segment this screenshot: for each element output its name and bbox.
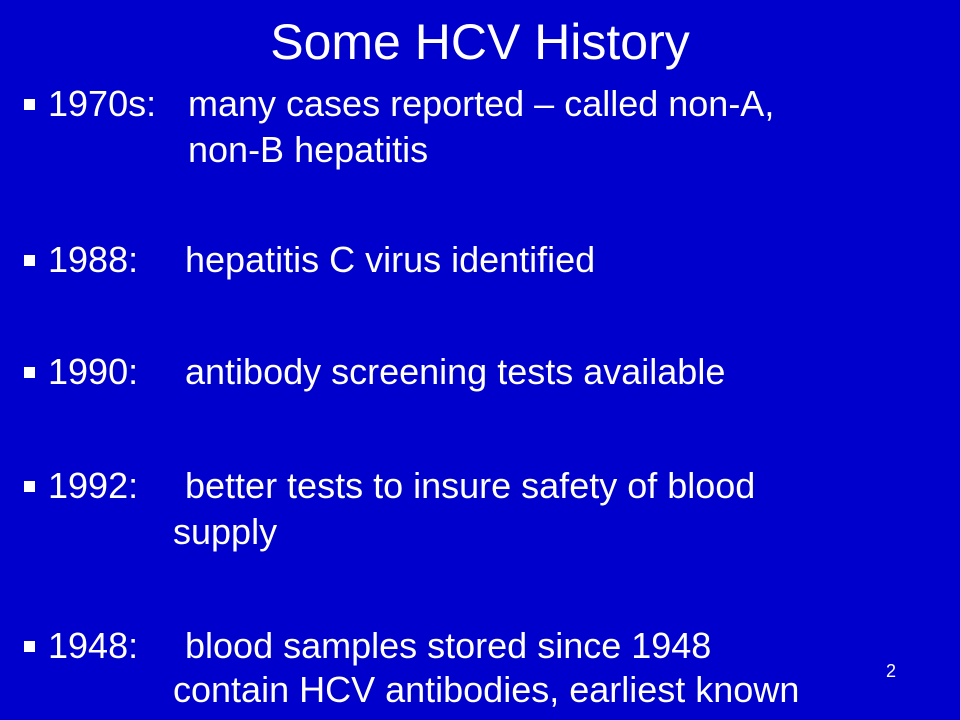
bullet-year: 1988:	[48, 239, 139, 280]
bullet-item	[0, 350, 960, 410]
bullet-year: 1992:	[48, 465, 139, 506]
bullet-text-line: hepatitis C virus identified	[185, 239, 596, 280]
bullet-item	[0, 238, 960, 298]
bullet-square-icon	[24, 255, 35, 266]
bullet-year: 1990:	[48, 351, 139, 392]
page-number: 2	[886, 661, 897, 681]
bullet-item	[0, 464, 960, 552]
bullet-year: 1970s:	[48, 83, 157, 124]
bullet-text-line: non-B hepatitis	[188, 129, 429, 170]
bullet-text-line: contain HCV antibodies, earliest known	[173, 669, 800, 710]
bullet-square-icon	[24, 367, 35, 378]
bullet-text-line: blood samples stored since 1948	[185, 625, 712, 666]
bullet-text-line: many cases reported – called non-A,	[188, 83, 775, 124]
bullet-text-line: antibody screening tests available	[185, 351, 726, 392]
bullet-square-icon	[24, 481, 35, 492]
bullet-square-icon	[24, 641, 35, 652]
slide-title: Some HCV History	[270, 14, 690, 70]
bullet-item	[0, 82, 960, 170]
bullet-item	[0, 624, 960, 710]
bullet-text-line: supply	[173, 511, 278, 552]
bullet-year: 1948:	[48, 625, 139, 666]
bullet-text-line: better tests to insure safety of blood	[185, 465, 756, 506]
bullet-square-icon	[24, 99, 35, 110]
